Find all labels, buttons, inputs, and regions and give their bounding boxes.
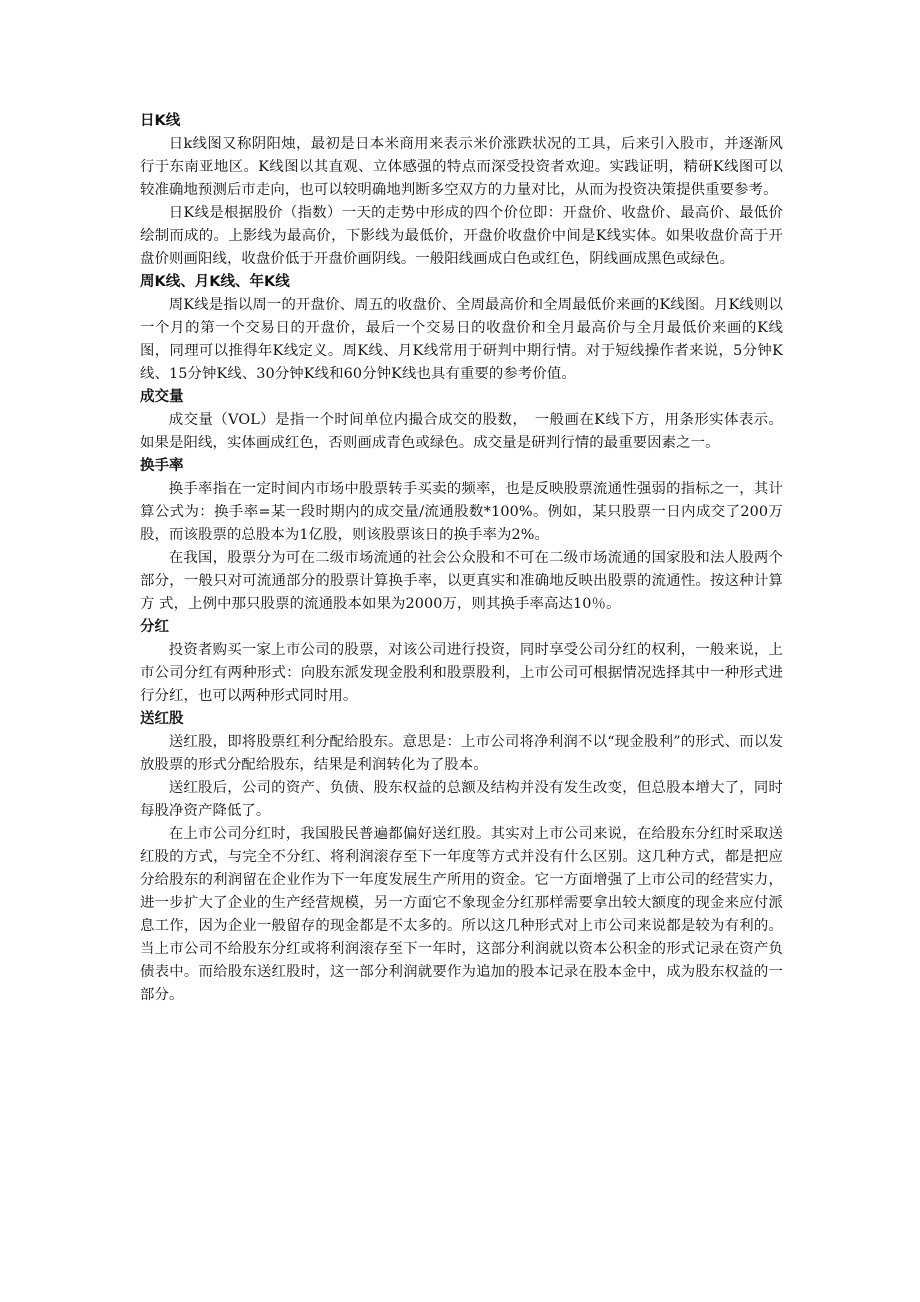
paragraph: 周K线是指以周一的开盘价、周五的收盘价、全周最高价和全周最低价来画的K线图。月K线则以一个月的第一个交易日的开盘价，最后一个交易日的收盘价和全月最高价与全月最低价来画的K线图，同理可以推得年K线定义。周K线、月K线常用于研判中期行情。对于短线操作者来说，5分钟K线、15分钟K线、30分钟K线和60分钟K线也具有重要的参考价值。 — [140, 297, 783, 382]
paragraph: 在我国，股票分为可在二级市场流通的社会公众股和不可在二级市场流通的国家股和法人股两个部分，一般只对可流通部分的股票计算换手率，以更真实和准确地反映出股票的流通性。按这种计算方 式，上例中那只股票的流通股本如果为2000万，则其换手率高达10％。 — [140, 550, 783, 612]
paragraph: 投资者购买一家上市公司的股票，对该公司进行投资，同时享受公司分红的权利，一般来说，上市公司分红有两种形式：向股东派发现金股利和股票股利，上市公司可根据情况选择其中一种形式进行分红，也可以两种形式同时用。 — [140, 642, 783, 704]
section-heading: 送红股 — [140, 711, 184, 727]
document-body — [140, 110, 783, 1007]
section-heading: 周K线、月K线、年K线 — [140, 274, 290, 290]
paragraph: 日K线是根据股价（指数）一天的走势中形成的四个价位即：开盘价、收盘价、最高价、最低价绘制而成的。上影线为最高价，下影线为最低价，开盘价收盘价中间是K线实体。如果收盘价高于开盘价则画阳线，收盘价低于开盘价画阴线。一般阳线画成白色或红色，阴线画成黑色或绿色。 — [140, 205, 783, 267]
section-weekly-monthly-yearly-kline — [140, 271, 783, 386]
paragraph: 送红股后，公司的资产、负债、股东权益的总额及结构并没有发生改变，但总股本增大了，同时每股净资产降低了。 — [140, 780, 783, 819]
section-bonus-shares — [140, 708, 783, 1007]
paragraph: 成交量（VOL）是指一个时间单位内撮合成交的股数， 一般画在K线下方，用条形实体表示。如果是阳线，实体画成红色，否则画成青色或绿色。成交量是研判行情的最重要因素之一。 — [140, 412, 783, 451]
section-turnover-rate — [140, 455, 783, 616]
section-heading: 成交量 — [140, 389, 184, 405]
section-heading: 换手率 — [140, 458, 184, 474]
section-volume — [140, 386, 783, 455]
paragraph: 在上市公司分红时，我国股民普遍都偏好送红股。其实对上市公司来说，在给股东分红时采取送红股的方式，与完全不分红、将利润滚存至下一年度等方式并没有什么区别。这几种方式，都是把应分给股东的利润留在企业作为下一年度发展生产所用的资金。它一方面增强了上市公司的经营实力，进一步扩大了企业的生产经营规模，另一方面它不象现金分红那样需要拿出较大额度的现金来应付派息工作，因为企业一般留存的现金都是不太多的。所以这几种形式对上市公司来说都是较为有利的。当上市公司不给股东分红或将利润滚存至下一年时，这部分利润就以资本公积金的形式记录在资产负债表中。而给股东送红股时，这一部分利润就要作为追加的股本记录在股本金中，成为股东权益的一部分。 — [140, 826, 783, 1003]
section-daily-kline — [140, 110, 783, 271]
paragraph: 换手率指在一定时间内市场中股票转手买卖的频率，也是反映股票流通性强弱的指标之一，其计算公式为：换手率=某一段时期内的成交量/流通股数*100%。例如，某只股票一日内成交了200万股，而该股票的总股本为1亿股，则该股票该日的换手率为2%。 — [140, 481, 783, 543]
paragraph: 日k线图又称阴阳烛，最初是日本米商用来表示米价涨跌状况的工具，后来引入股市，并逐渐风行于东南亚地区。K线图以其直观、立体感强的特点而深受投资者欢迎。实践证明，精研K线图可以较准确地预测后市走向，也可以较明确地判断多空双方的力量对比，从而为投资决策提供重要参考。 — [140, 136, 783, 198]
section-heading: 日K线 — [140, 113, 181, 129]
section-heading: 分红 — [140, 619, 169, 635]
section-dividend — [140, 616, 783, 708]
paragraph: 送红股，即将股票红利分配给股东。意思是：上市公司将净利润不以“现金股利”的形式、而以发放股票的形式分配给股东，结果是利润转化为了股本。 — [140, 734, 783, 773]
